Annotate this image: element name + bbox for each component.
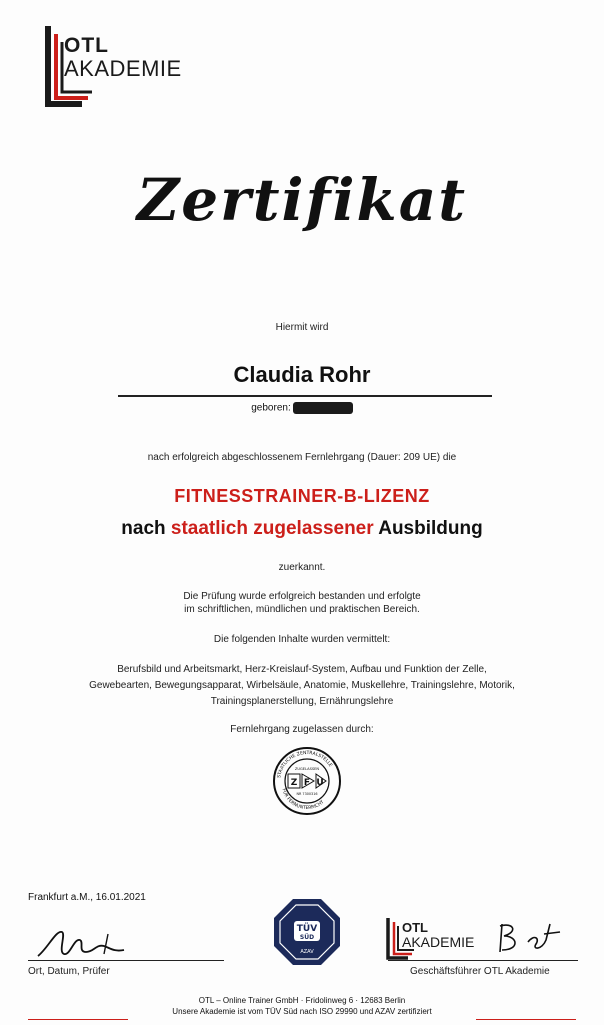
examiner-signature — [34, 922, 154, 962]
logo-text-akademie: AKADEMIE — [64, 56, 182, 81]
recipient-name: Claudia Rohr — [233, 362, 371, 387]
subtitle-highlight: staatlich zugelassener — [170, 518, 374, 539]
subtitle-part2: Ausbildung — [373, 518, 483, 539]
course-text: nach erfolgreich abgeschlossenem Fernlehrgang (Dauer: 209 UE) die — [147, 452, 457, 463]
signature-line-left — [28, 960, 224, 961]
contents-heading: Die folgenden Inhalte wurden vermittelt: — [213, 634, 391, 645]
birth-row — [0, 402, 604, 414]
intro-text: Hiermit wird — [275, 322, 329, 333]
svg-text:NR 7300316: NR 7300316 — [296, 792, 318, 796]
license-title: FITNESSTRAINER-B-LIZENZ — [174, 486, 430, 506]
exam-line-1: Die Prüfung wurde erfolgreich bestanden und erfolgte — [183, 591, 421, 602]
license-subtitle — [0, 518, 604, 540]
logo-text-otl: OTL — [64, 34, 109, 57]
exam-line-2: im schriftlichen, mündlichen und praktischen Bereich. — [184, 604, 420, 615]
logo-small-otl: OTL — [402, 920, 428, 935]
svg-text:AZAV: AZAV — [300, 949, 314, 955]
redacted-birthdate — [293, 402, 353, 414]
certificate-title: Zertifikat — [136, 166, 468, 234]
caption-right: Geschäftsführer OTL Akademie — [410, 966, 550, 977]
footer-rule-left — [28, 1019, 128, 1020]
born-label: geboren: — [251, 402, 291, 414]
place-date: Frankfurt a.M., 16.01.2021 — [28, 892, 146, 903]
awarded-text: zuerkannt. — [278, 562, 326, 573]
approval-text: Fernlehrgang zugelassen durch: — [230, 724, 374, 735]
tuv-seal-icon — [272, 897, 342, 967]
signature-line-right — [388, 960, 578, 961]
svg-text:F: F — [303, 778, 311, 788]
svg-text:FÜR FERNUNTERRICHT: FÜR FERNUNTERRICHT — [280, 788, 326, 811]
svg-text:Z: Z — [290, 778, 298, 788]
logo-small-akademie: AKADEMIE — [402, 934, 475, 950]
footer-rule-right — [476, 1019, 576, 1020]
footer-line-1: OTL – Online Trainer GmbH · Fridolinweg 6 · 12683 Berlin — [198, 996, 406, 1005]
svg-text:U: U — [316, 778, 324, 788]
svg-text:TÜV: TÜV — [296, 924, 318, 934]
svg-text:ZUGELASSEN: ZUGELASSEN — [294, 767, 320, 771]
contents-line-2: Gewebearten, Bewegungsapparat, Wirbelsäule, Anatomie, Muskellehre, Trainingslehre, Motorik, — [89, 680, 515, 691]
contents-line-3: Trainingsplanerstellung, Ernährungslehre — [210, 696, 394, 707]
svg-text:STAATLICHE ZENTRALSTELLE: STAATLICHE ZENTRALSTELLE — [277, 750, 333, 779]
director-signature — [494, 916, 574, 960]
footer-line-2: Unsere Akademie ist vom TÜV Süd nach ISO 29990 und AZAV zertifiziert — [172, 1007, 432, 1016]
contents-line-1: Berufsbild und Arbeitsmarkt, Herz-Kreislauf-System, Aufbau und Funktion der Zelle, — [117, 664, 487, 675]
caption-left: Ort, Datum, Prüfer — [28, 966, 110, 977]
svg-text:SÜD: SÜD — [299, 934, 315, 941]
name-underline — [118, 395, 492, 397]
subtitle-part1: nach — [121, 518, 171, 539]
zfu-seal-icon — [272, 746, 342, 816]
